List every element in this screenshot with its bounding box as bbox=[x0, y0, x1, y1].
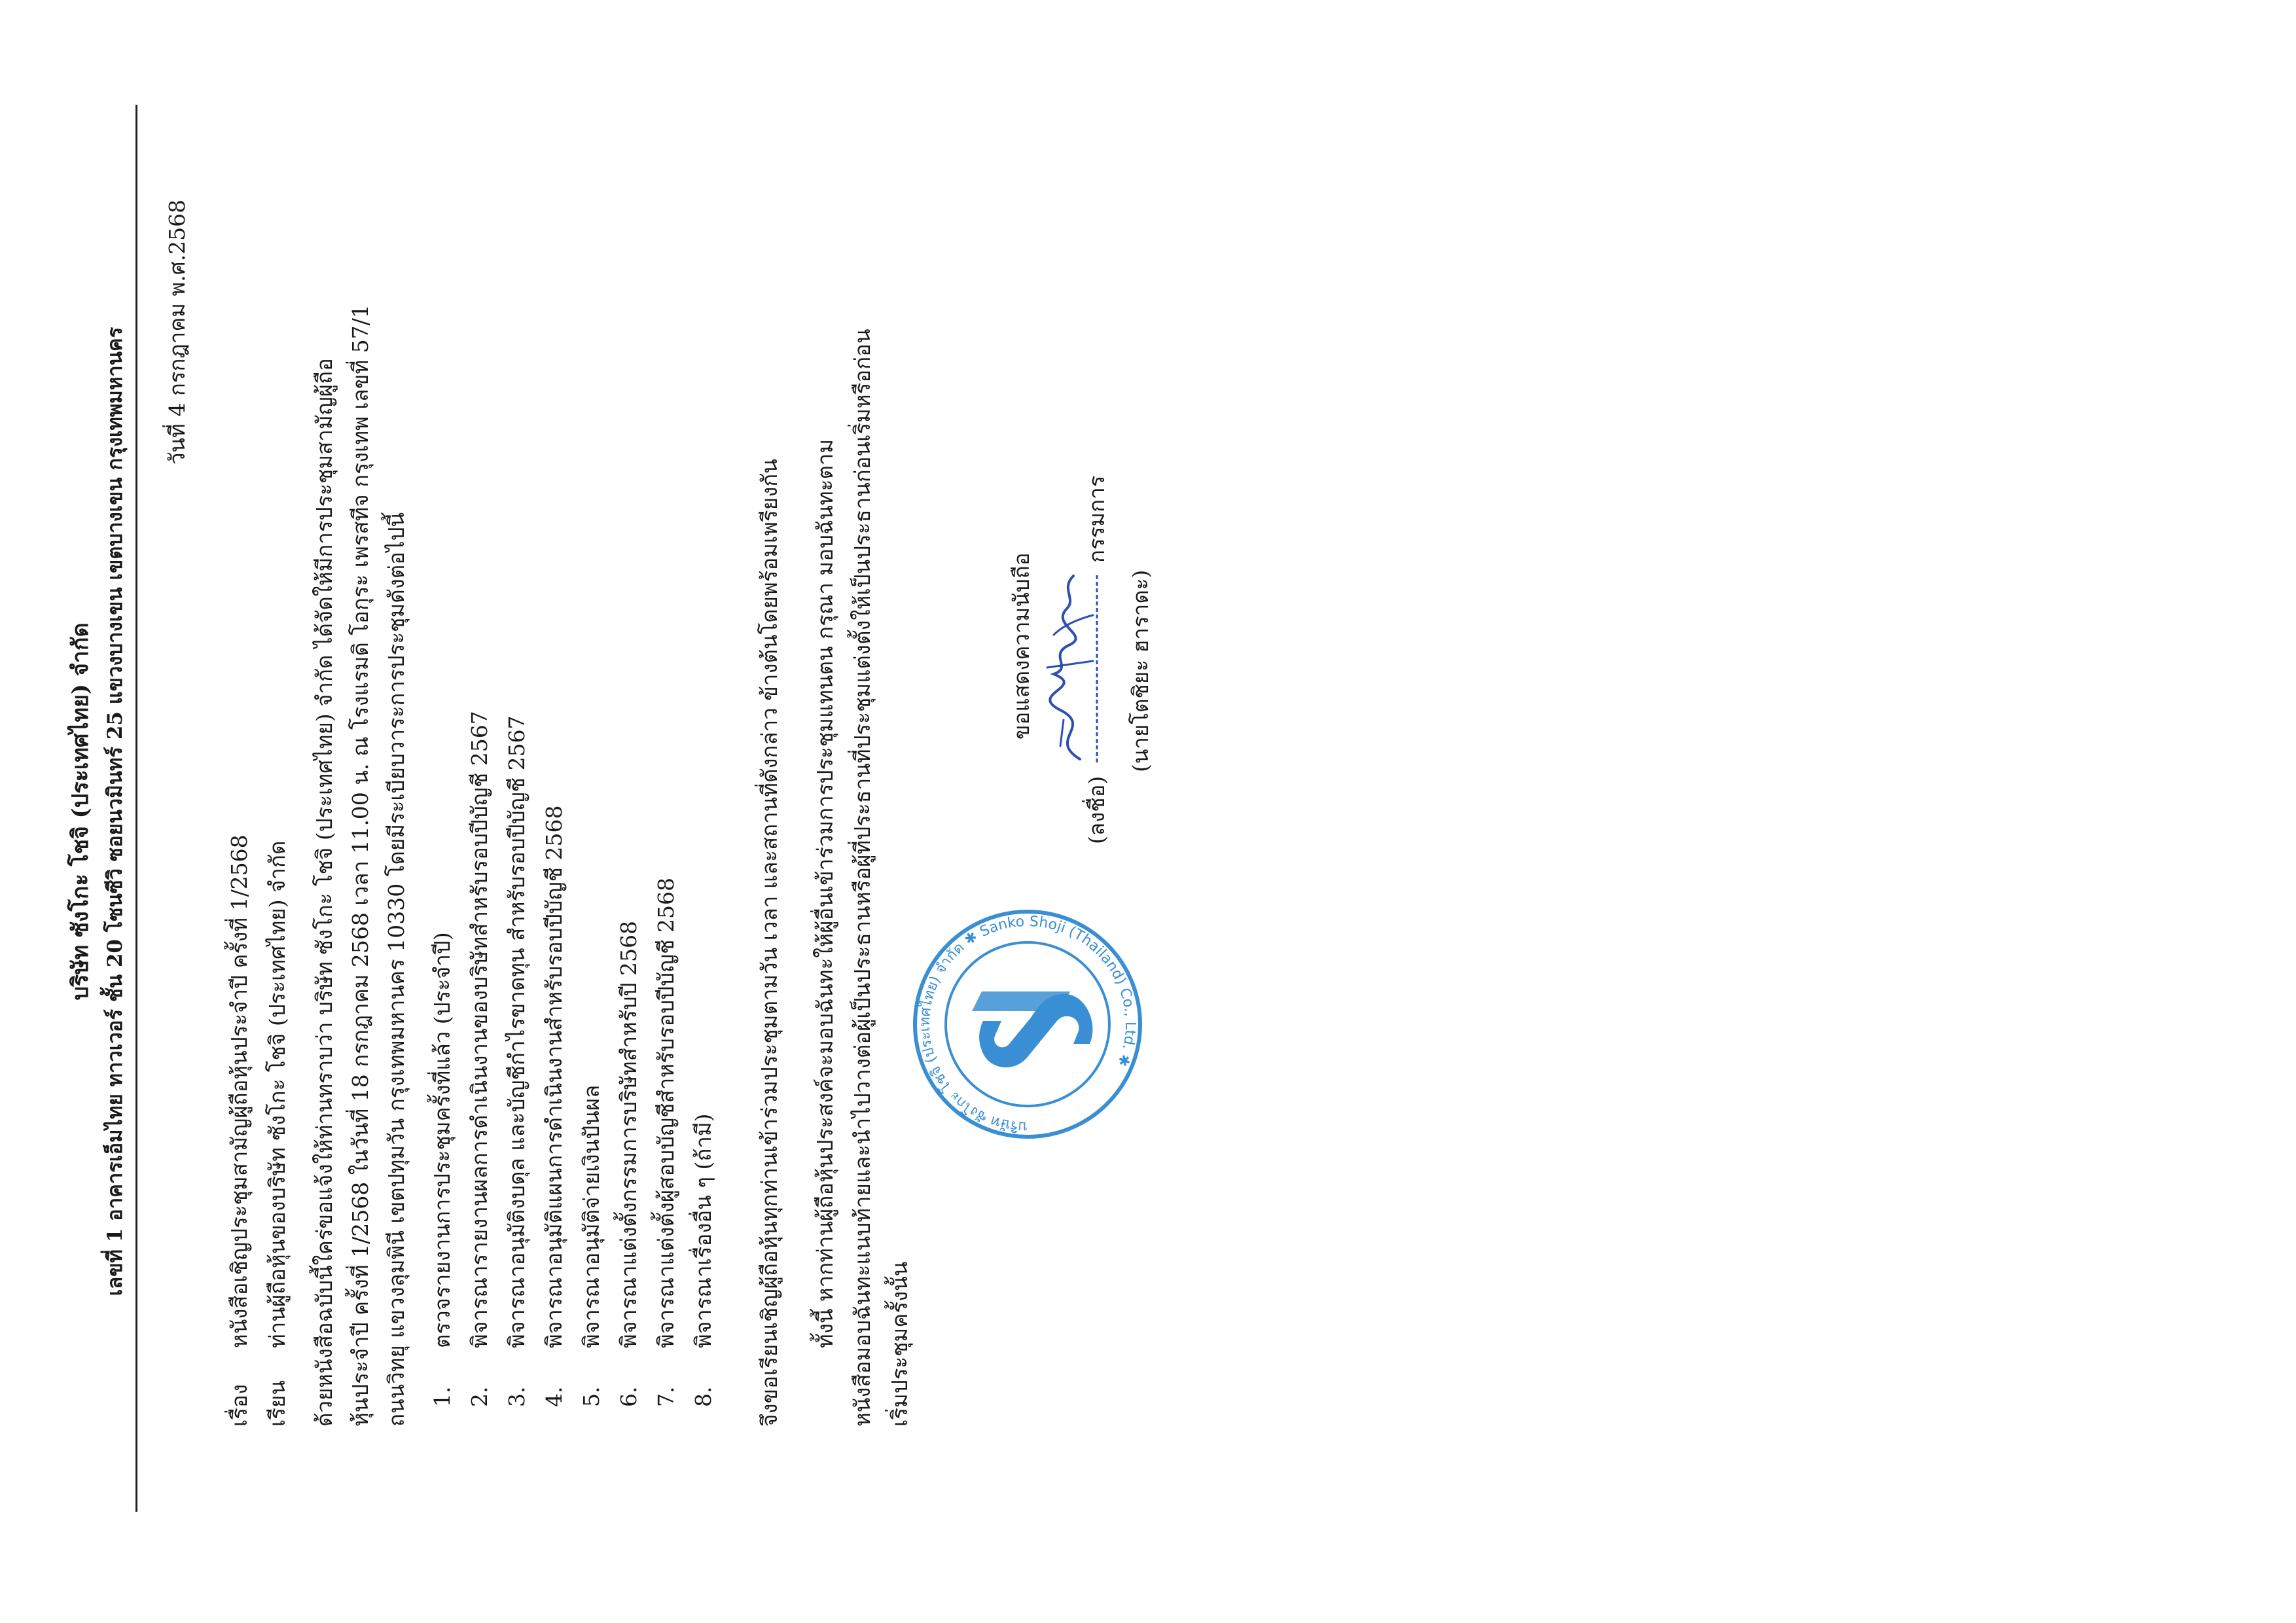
header-divider bbox=[135, 105, 137, 1512]
agenda-item: พิจารณาแต่งตั้งผู้สอบบัญชีสำหรับรอบปีบัญชี 2568 bbox=[653, 877, 679, 1348]
proxy-line-1: ทั้งนี้ หากท่านผู้ถือหุ้นประสงค์จะมอบฉันทะให้ผู้อื่นเข้าร่วมการประชุมแทนตน กรุณา มอบฉันทะตาม bbox=[812, 438, 838, 1348]
signature-role: กรรมการ bbox=[1084, 475, 1109, 563]
intro-line-3: ถนนวิทยุ แขวงลุมพินี เขตปทุมวัน กรุงเทพมหานคร 10330 โดยมีระเบียบวาระการประชุมดังต่อไปนี้ bbox=[384, 512, 409, 1427]
intro-line-1: ด้วยหนังสือฉบับนี้ใคร่ขอแจ้งให้ท่านทราบว่า บริษัท ซังโกะ โชจิ (ประเทศไทย) จำกัด ได้จัดให้มีการประชุมสามัญผู้ถือ bbox=[312, 358, 337, 1427]
agenda-item: พิจารณารายงานผลการดำเนินงานของบริษัทสำหรับรอบปีบัญชี 2567 bbox=[467, 711, 492, 1348]
handwritten-signature bbox=[1034, 569, 1106, 766]
agenda-num: 2. bbox=[467, 1386, 492, 1407]
proxy-line-2: หนังสือมอบฉันทะแนบท้ายและนำไปวางต่อผู้เป็นประธานหรือผู้ที่ประธานที่ประชุมแต่งตั้งให้เป็นประธานก่อนเริ่มหรือก่อน bbox=[850, 329, 875, 1427]
agenda-num: 1. bbox=[429, 1386, 455, 1407]
agenda-num: 6. bbox=[616, 1386, 641, 1407]
agenda-num: 5. bbox=[579, 1386, 604, 1407]
agenda-num: 7. bbox=[653, 1386, 679, 1407]
agenda-item: พิจารณาเรื่องอื่น ๆ (ถ้ามี) bbox=[691, 1113, 716, 1348]
seal-logo-icon bbox=[972, 991, 1092, 1067]
invite-text: จึงขอเรียนเชิญผู้ถือหุ้นทุกท่านเข้าร่วมประชุมตามวัน เวลา และสถานที่ดังกล่าว ข้างต้นโดยพร้อมเพรียงกัน bbox=[757, 459, 782, 1427]
company-address: เลขที่ 1 อาคารเอ็มไทย ทาวเวอร์ ชั้น 20 โซนซีวิ ซอยนวมินทร์ 25 แขวงบางเขน เขตบางเขน กรุงเทพมหานคร bbox=[103, 327, 127, 1296]
signature-prefix: (ลงชื่อ) bbox=[1084, 776, 1109, 844]
date-line: วันที่ 4 กรกฎาคม พ.ศ.2568 bbox=[164, 199, 190, 465]
company-seal bbox=[910, 906, 1145, 1142]
agenda-item: พิจารณาอนุมัติงบดุล และบัญชีกำไรขาดทุน สำหรับรอบปีบัญชี 2567 bbox=[504, 715, 529, 1348]
agenda-num: 4. bbox=[541, 1386, 567, 1407]
proxy-line-3: เริ่มประชุมครั้งนั้น bbox=[887, 1261, 912, 1427]
agenda-item: พิจารณาอนุมัติจ่ายเงินปันผล bbox=[579, 1084, 604, 1348]
agenda-num: 3. bbox=[504, 1386, 529, 1407]
seal-text: บริษัท ซังโกะ โชจิ (ประเทศไทย) จำกัด ✱ Sanko Shoji (Thailand) Co., Ltd. ✱ bbox=[916, 913, 1139, 1135]
to-label: เรียน bbox=[264, 1380, 290, 1427]
company-name: บริษัท ซังโกะ โชจิ (ประเทศไทย) จำกัด bbox=[67, 622, 94, 1001]
agenda-item: พิจารณาแต่งตั้งกรรมการบริษัทสำหรับปี 2568 bbox=[616, 921, 641, 1348]
closing-text: ขอแสดงความนับถือ bbox=[1009, 552, 1034, 740]
to-text: ท่านผู้ถือหุ้นของบริษัท ซังโกะ โชจิ (ประเทศไทย) จำกัด bbox=[264, 840, 290, 1348]
subject-text: หนังสือเชิญประชุมสามัญผู้ถือหุ้นประจำปี ครั้งที่ 1/2568 bbox=[226, 834, 252, 1348]
subject-label: เรื่อง bbox=[226, 1384, 252, 1427]
agenda-item: ตรวจรายงานการประชุมครั้งที่แล้ว (ประจำปี) bbox=[429, 932, 455, 1348]
intro-line-2: หุ้นประจำปี ครั้งที่ 1/2568 ในวันที่ 18 กรกฎาคม 2568 เวลา 11.00 น. ณ โรงแรมดิ โอกุระ เพรสทีจ กรุงเทพ เลขที่ 57/1 bbox=[348, 304, 373, 1427]
agenda-item: พิจารณาอนุมัติแผนการดำเนินงานสำหรับรอบปีบัญชี 2568 bbox=[541, 805, 567, 1348]
agenda-num: 8. bbox=[691, 1386, 716, 1407]
signatory-name: (นายโตชิยะ ฮาราดะ) bbox=[1128, 569, 1153, 772]
